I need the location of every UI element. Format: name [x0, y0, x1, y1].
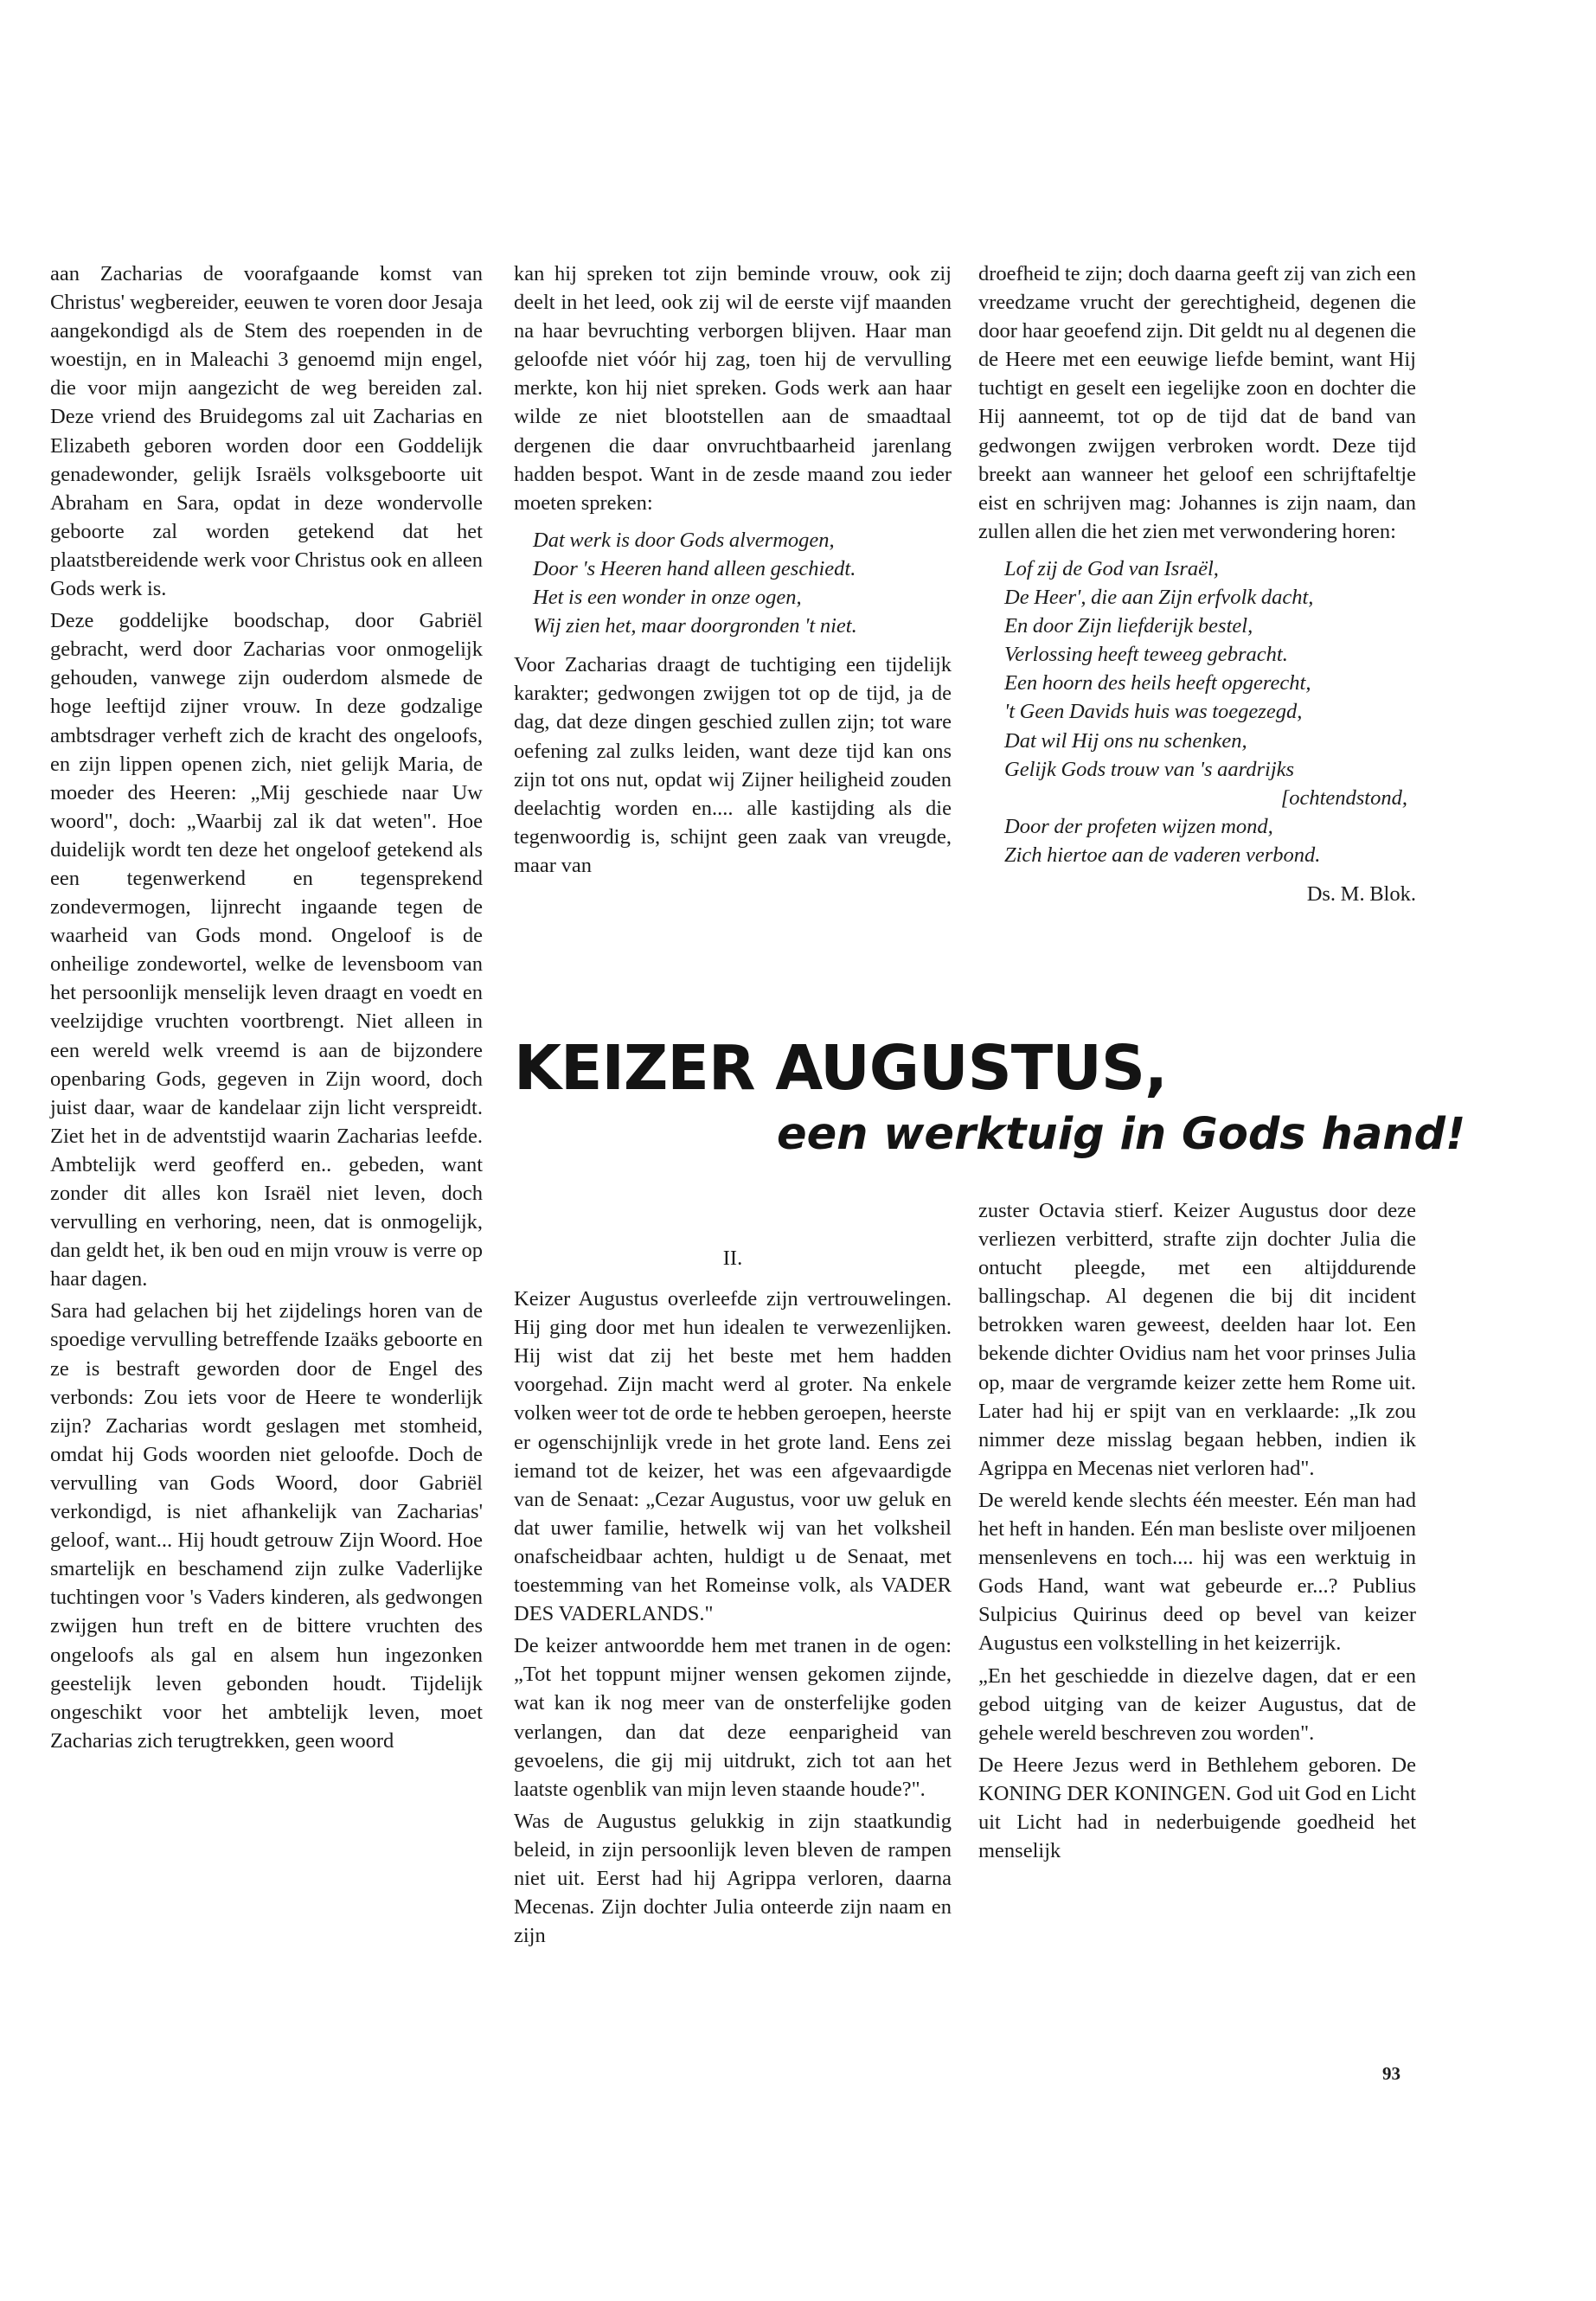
col1-paragraph-2: Deze goddelijke boodschap, door Gabriël gebracht, werd door Zacharias voor onmogelijk gehouden, vanwege zijn ouderdom alsmede de hoge leeftijd zijner vrouw. In deze godzalige ambtsdrager verheft zich de kracht des ongeloofs, en zijn lippen openen zich, niet gelijk Maria, de moeder des Heeren: „Mij geschiede naar Uw woord", doch: „Waarbij zal ik dat weten". Hoe duidelijk wordt ten deze het ongeloof getekend als een tegenwerkend en tegensprekend zondevermogen, lijnrecht ingaande tegen de waarheid van Gods mond. Ongeloof is de onheilige zondewortel, welke de levensboom van het persoonlijk menselijk leven draagt en voedt en veelzijdige vruchten voortbrengt. Niet alleen in een wereld welk vreemd is aan de bijzondere openbaring Gods, gegeven in Zijn woord, doch juist daar, waar de kandelaar zijn licht verspreidt. Ziet het in de adventstijd waarin Zacharias leefde. Ambtelijk werd geofferd en.. gebeden, want zonder dit alles kon Israël niet leven, doch vervulling en verhoring, neen, dat is onmogelijk, dan geldt het, ik ben oud en mijn vrouw is verre op haar dagen. [50, 609, 483, 1292]
article-paragraph: „En het geschiedde in diezelve dagen, dat er een gebod uitging van de keizer Augustus, dat de gehele wereld beschreven zou worden". [978, 1663, 1416, 1745]
col1-paragraph-3: Sara had gelachen bij het zijdelings horen van de spoedige vervulling betreffende Izaäks geboorte en ze is bestraft geworden door de Engel des verbonds: Zou iets voor de Heere te wonderlijk zijn? Zacharias wordt geslagen met stomheid, omdat hij Gods woorden niet geloofde. Doch de vervulling van Gods Woord, door Gabriël verkondigd, is niet afhankelijk van Zacharias' geloof, want... Hij houdt getrouw Zijn Woord. Hoe smartelijk en beschamend zijn zulke Vaderlijke tuchtingen voor 's Vaders kinderen, als gedwongen zwijgen hun treft en de bittere vruchten des ongeloofs als gal en alsem hun ingezonken geestelijk leven gebonden houdt. Tijdelijk ongeschikt voor het ambtelijk leven, moet Zacharias zich terugtrekken, geen woord [50, 1299, 483, 1753]
poem-2-line: Verlossing heeft teweeg gebracht. [1004, 643, 1288, 667]
poem-2-line: Zich hiertoe aan de vaderen verbond. [1004, 843, 1321, 867]
poem-2-line: En door Zijn liefderijk bestel, [1004, 614, 1253, 638]
article-column-2 [514, 1244, 952, 1953]
poem-2-line: Lof zij de God van Israël, [1004, 556, 1219, 580]
poem-2-line-continuation: [ochtendstond, [1280, 785, 1407, 810]
poem-2-line: Gelijk Gods trouw van 's aardrijks [1004, 757, 1295, 781]
col2-paragraph-2: Voor Zacharias draagt de tuchtiging een tijdelijk karakter; gedwongen zwijgen tot op de tijd, ja de dag, dat deze dingen geschied zullen zijn; tot ware oefening zal zulks leiden, want deze tijd kan ons zijn tot ons nut, opdat wij Zijner heiligheid zouden deelachtig worden en.... alle kastijding als die tegenwoordig is, schijnt geen zaak van vreugde, maar van [514, 653, 952, 877]
col3-paragraph-1: droefheid te zijn; doch daarna geeft zij van zich een vreedzame vrucht der gerechtigheid, degenen die door haar geoefend zijn. Dit geldt nu al degenen die de Heere met een eeuwige liefde bemint, want Hij tuchtigt en geselt een iegelijke zoon en dochter die Hij aanneemt, tot op de tijd dat de band van gedwongen zwijgen verbroken wordt. Deze tijd breekt aan wanneer het geloof een schrijftafeltje eist en schrijven mag: Johannes is zijn naam, dan zullen allen die het zien met verwondering horen: [978, 262, 1416, 543]
page-number: 93 [1382, 2063, 1401, 2084]
poem-2-line: 't Geen Davids huis was toegezegd, [1004, 700, 1303, 724]
article-paragraph: Was de Augustus gelukkig in zijn staatkundig beleid, in zijn persoonlijk leven bleven de rampen niet uit. Eerst had hij Agrippa verloren, daarna Mecenas. Zijn dochter Julia onteerde zijn naam en zijn [514, 1809, 952, 1948]
article-paragraph: De keizer antwoordde hem met tranen in de ogen: „Tot het toppunt mijner wensen gekomen zijnde, wat kan ik nog meer van de onsterfelijke goden verlangen, dan dat deze eenparigheid van gevoelens, die gij mij uitdrukt, zich tot aan het laatste ogenblik van mijn leven staande houde?". [514, 1634, 952, 1801]
col2-paragraph-1: kan hij spreken tot zijn beminde vrouw, ook zij deelt in het leed, ook zij wil de eerste vijf maanden na haar bevruchting verborgen blijven. Haar man geloofde niet vóór hij zag, toen hij de vervulling merkte, kon hij niet spreken. Gods werk aan haar wilde ze niet blootstellen aan de smaadtaal dergenen die daar onvruchtbaarheid jarenlang hadden bespot. Want in de zesde maand zou ieder moeten spreken: [514, 262, 952, 515]
poem-1 [514, 526, 952, 640]
col1-paragraph-1: aan Zacharias de voorafgaande komst van Christus' wegbereider, eeuwen te voren door Jesaja aangekondigd als de Stem des roependen in de woestijn, en in Maleachi 3 genoemd mijn engel, die voor mijn aangezicht de weg bereiden zal. Deze vriend des Bruidegoms zal uit Zacharias en Elizabeth geboren worden door een Goddelijk genadewonder, gelijk Israëls volksgeboorte uit Abraham en Sara, opdat in deze wondervolle geboorte zal worden getekend dat het plaatstbereidende werk voor Christus ook en alleen Gods werk is. [50, 262, 483, 601]
poem-2-line: Door der profeten wijzen mond, [1004, 814, 1273, 838]
poem-2-line: Dat wil Hij ons nu schenken, [1004, 728, 1247, 753]
poem-2-line: Een hoorn des heils heeft opgerecht, [1004, 671, 1311, 695]
article-headline: KEIZER AUGUSTUS, [514, 1032, 1167, 1104]
author-signature: Ds. M. Blok. [1306, 881, 1416, 906]
article-paragraph: De Heere Jezus werd in Bethlehem geboren. De KONING DER KONINGEN. God uit God en Licht uit Licht had in nederbuigende goedheid het menselijk [978, 1753, 1416, 1863]
article-subheadline: een werktuig in Gods hand! [777, 1109, 1466, 1160]
column-2-top [514, 260, 952, 883]
poem-1-line: Dat werk is door Gods alvermogen, [533, 528, 835, 552]
poem-1-line: Wij zien het, maar doorgronden 't niet. [533, 614, 857, 638]
article-column-3 [978, 1196, 1416, 1868]
article-part-number: II. [722, 1247, 743, 1270]
poem-1-line: Door 's Heeren hand alleen geschiedt. [533, 556, 856, 580]
column-3-top [978, 260, 1416, 908]
article-paragraph: Keizer Augustus overleefde zijn vertrouwelingen. Hij ging door met hun idealen te verwezenlijken. Hij wist dat zij het beste met hem hadden voorgehad. Zijn macht werd al groter. Na enkele volken weer tot de orde te hebben geroepen, heerste er ogenschijnlijk vrede in het grote land. Eens zei iemand tot de keizer, het was een afgevaardigde van de Senaat: „Cezar Augustus, voor uw geluk en dat uwer familie, hetwelk wij van het volksheil onafscheidbaar achten, huldigt u de Senaat, met toestemming van het Romeinse volk, als VADER DES VADERLANDS." [514, 1287, 952, 1626]
article-paragraph: De wereld kende slechts één meester. Eén man had het heft in handen. Eén man besliste over miljoenen mensenlevens en toch.... hij was een werktuig in Gods Hand, want wat gebeurde er...? Publius Sulpicius Quirinus deed op bevel van keizer Augustus een volkstelling in het keizerrijk. [978, 1488, 1416, 1656]
poem-2-line: De Heer', die aan Zijn erfvolk dacht, [1004, 586, 1314, 610]
poem-1-line: Het is een wonder in onze ogen, [533, 586, 802, 610]
poem-2 [978, 554, 1416, 869]
column-1 [50, 260, 483, 1759]
article-paragraph: zuster Octavia stierf. Keizer Augustus door deze verliezen verbitterd, strafte zijn dochter Julia die ontucht pleegde, met een altijddurende ballingschap. Al degenen die bij dit incident betrokken waren geweest, deelden haar lot. Een bekende dichter Ovidius nam het voor prinses Julia op, maar de vergramde keizer zette hem Rome uit. Later had hij er spijt van en verklaarde: „Ik zou nimmer deze misslag begaan hebben, indien ik Agrippa en Mecenas niet verloren had". [978, 1199, 1416, 1480]
